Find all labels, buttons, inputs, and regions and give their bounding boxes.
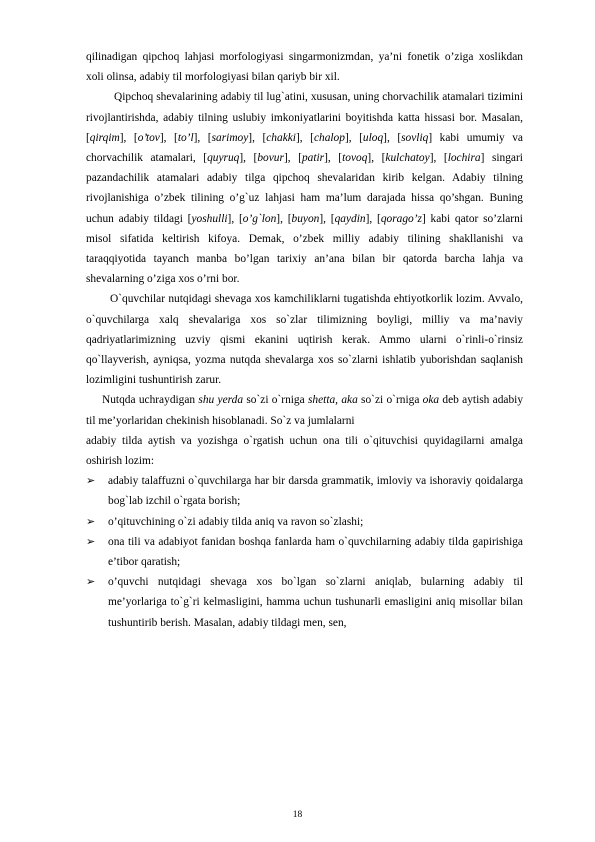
term-word: chalop: [313, 131, 345, 144]
list-item-text: ona tili va adabiyot fanidan boshqa fanlarda ham o`quvchilarning adabiy tilda gapirishiga e’tibor qaratish;: [108, 535, 523, 569]
paragraph-quvchilar: O`quvchilar nutqidagi shevaga xos kamchiliklarni tugatishda ehtiyotkorlik lozim. Avvalo, o`quvchilarga xalq shevalariga xos so`zlar tilimizning boyligi, milliy va ma’naviy qadriyatlarimizning uzviy qismi ekanini uqtirish kerak. Ammo ularni o`rinli-o`rinsiz qo`llayverish, ayniqsa, yozma nutqda shevalarga xos so`zlarni ishlatib yuborishdan saqlanish lozimligini tushuntirish zarur.: [86, 293, 523, 387]
example-word: shu yerda: [198, 394, 244, 407]
document-page: [86, 47, 523, 633]
paragraph-adabiy: adabiy tilda aytish va yozishga o`rgatish uchun ona tili o`qituvchisi quyidagilarni amalga oshirish lozim:: [86, 434, 523, 468]
term-word: yoshulli: [191, 212, 228, 225]
text-run: ] singari pazandachilik atamalari adabiy tilga qipchoq shevalaridan kirib kelgan. Adabiy tilning rivojlanishiga o’zbek tilining o’g`uz lahjasi ham ma’lum darajada hissa qo’shgan. Buning uchun adabiy tildagi [: [86, 152, 523, 225]
term-word: chakki: [266, 131, 296, 144]
term-word: qorago’z: [380, 212, 422, 225]
text-run: deb aytish adabiy til me’yorlaridan chekinish hisoblanadi. So`z va jumlalarni: [86, 394, 524, 427]
page-number: 18: [292, 810, 303, 820]
term-word: bovur: [257, 152, 284, 165]
text-run: ] kabi qator so’zlarni misol sifatida keltirish kifoya. Demak, o’zbek milliy adabiy tilining shakllanishi va taraqqiyotida tayanch manba bo’lgan tarixiy an’ana bilan bir qatorda barcha lahja va shevalarning o’ziga xos o’rni bor.: [86, 212, 523, 286]
list-item-text: o’qituvchining o`zi adabiy tilda aniq va ravon so`zlashi;: [108, 515, 364, 528]
arrow-bullet-icon: ➢: [86, 534, 96, 548]
list-item: [86, 532, 523, 572]
term-word: o’g`lon: [242, 212, 277, 225]
example-word: oka: [422, 394, 440, 407]
term-word: lochira: [447, 152, 481, 165]
arrow-bullet-icon: ➢: [86, 575, 96, 589]
term-word: qaydin: [334, 212, 366, 225]
term-word: sovliq: [401, 131, 429, 144]
term-word: kulchatoy: [385, 152, 430, 165]
arrow-bullet-icon: ➢: [86, 474, 96, 488]
list-item: [86, 572, 523, 633]
paragraph-qipchoq: Qipchoq shevalarining adabiy til lug`atini, xususan, uning chorvachilik atamalari tizimini rivojlantirishda, adabiy tilning uslubiy imkoniyatlarini boyitishda katta hissasi bor. Masalan, [qirqim], [o’tov], [to’l], [sarimoy], [chakki], [chalop], [uloq], [sovliq] kabi umumiy va chorvachilik atamalari, [quyruq], [bovur], [patir], [tovoq], [kulchatoy], [lochira] singari pazandachilik atamalari adabiy tilga qipchoq shevalaridan kirib kelgan. Adabiy tilning rivojlanishiga o’zbek tilining o’g`uz lahjasi ham ma’lum darajada hissa qo’shgan. Buning uchun adabiy tildagi [yoshulli], [o’g`lon], [buyon], [qaydin], [qorago’z] kabi qator so’zlarni misol sifatida keltirish kifoya. Demak, o’zbek milliy adabiy tilining shakllanishi va taraqqiyotida tayanch manba bo’lgan tarixiy an’ana bilan bir qatorda barcha lahja va shevalarning o’ziga xos o’rni bor.: [86, 91, 523, 286]
paragraph-intro: qilinadigan qipchoq lahjasi morfologiyasi singarmonizmdan, ya’ni fonetik o’ziga xoslikdan xoli olinsa, adabiy til morfologiyasi bilan qariyb bir xil.: [86, 51, 523, 84]
term-word: patir: [301, 152, 325, 165]
term-word: quyruq: [207, 152, 240, 165]
text-run: Nutqda uchraydigan: [102, 394, 199, 407]
text-run: ] kabi umumiy va chorvachilik atamalari, [: [86, 131, 523, 165]
example-word: shetta, aka: [307, 394, 358, 407]
list-item: [86, 471, 523, 511]
text-run: so`zi o`rniga: [243, 394, 308, 407]
term-word: buyon: [291, 212, 320, 225]
text-run: Qipchoq shevalarining adabiy til lug`atini, xususan, uning chorvachilik atamalari tizimini rivojlantirishda, adabiy tilning uslubiy imkoniyatlarini boyitishda katta hissasi bor. Masalan, [: [86, 91, 523, 144]
list-item-text: adabiy talaffuzni o`quvchilarga har bir darsda grammatik, imloviy va ishoraviy qoidalarga bog`lab izchil o`rgata borish;: [108, 475, 523, 508]
list-item: [86, 512, 523, 532]
bullet-list: [86, 471, 523, 633]
term-word: sarimoy: [211, 131, 249, 144]
term-word: uloq: [362, 131, 384, 144]
term-word: tovoq: [342, 152, 368, 165]
term-word: o’tov: [137, 131, 160, 144]
text-run: so`zi o`rniga: [357, 394, 423, 407]
term-word: qirqim: [89, 131, 120, 144]
arrow-bullet-icon: ➢: [86, 514, 96, 528]
list-item-text: o’quvchi nutqidagi shevaga xos bo`lgan so`zlarni aniqlab, bularning adabiy til me’yorlariga to`g`ri kelmasligini, hamma uchun tushunarli emasligini aniq misollar bilan tushuntirib berish. Masalan, adabiy tildagi men, sen,: [108, 576, 523, 629]
paragraph-nutqda: [86, 390, 523, 430]
term-word: to’l: [177, 131, 194, 144]
